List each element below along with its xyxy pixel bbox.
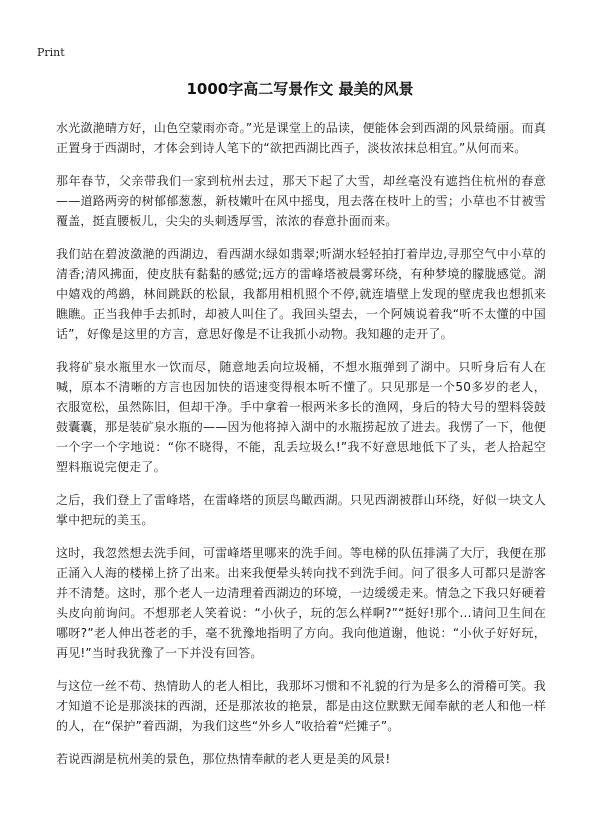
paragraph: 若说西湖是杭州美的景色，那位热情奉献的老人更是美的风景!	[56, 752, 391, 766]
paragraph: 我们站在碧波潋滟的西湖边，看西湖水绿如翡翠;听湖水轻轻拍打着岸边,寻那空气中小草的清香;清风拂面，使皮肤有黏黏的感觉;远方的雷峰塔被晨雾环绕，有种梦境的朦胧感觉。湖中嬉戏的鸬鹚，林间跳跃的松鼠，我都用相机照个不停,就连墙壁上发现的壁虎我也想抓来瞧瞧。正当我伸手去抓时，却被人叫住了。我回头望去，一个阿姨说着我“听不太懂的中国话”，好像是这里的方言，意思好像是不让我抓小动物。我知趣的走开了。	[56, 247, 546, 341]
paragraph: 那年春节，父亲带我们一家到杭州去过，那天下起了大雪，却丝毫没有遮挡住杭州的春意——道路两旁的树郁郁葱葱，新枝嫩叶在风中摇曳，甩去落在枝叶上的雪；小草也不甘被雪覆盖，挺直腰板儿，尖尖的头刺透厚雪，浓浓的春意扑面而来。	[56, 174, 546, 228]
print-link[interactable]: Print	[37, 46, 65, 59]
paragraph: 水光潋滟晴方好，山色空蒙雨亦奇。”光是课堂上的品读，便能体会到西湖的风景绮丽。而真正置身于西湖时，才体会到诗人笔下的“欲把西湖比西子，淡妆浓抹总相宜。”从何而来。	[56, 121, 546, 155]
paragraph: 这时，我忽然想去洗手间，可雷峰塔里哪来的洗手间。等电梯的队伍排满了大厅，我便在那正涌入人海的楼梯上挤了出来。出来我便晕头转向找不到洗手间。问了很多人可都只是游客并不清楚。这时，那个老人一边清理着西湖边的环境，一边缓缓走来。情急之下我只好硬着头皮向前询问。不想那老人笑着说：“小伙子，玩的怎么样啊?”“挺好!那个...请问卫生间在哪呀?”老人伸出苍老的手，毫不犹豫地指明了方向。我向他道谢，他说：“小伙子好好玩，再见!”当时我犹豫了一下并没有回答。	[56, 546, 546, 660]
paragraph: 之后，我们登上了雷峰塔，在雷峰塔的顶层鸟瞰西湖。只见西湖被群山环绕，好似一块文人掌中把玩的美玉。	[56, 493, 546, 527]
paragraph: 与这位一丝不苟、热情助人的老人相比，我那坏习惯和不礼貌的行为是多么的滑稽可笑。我才知道不论是那淡抹的西湖，还是那浓妆的艳景，都是由这位默默无闻奉献的老人和他一样的人，在“保护”着西湖，为我们这些“外乡人”收拾着“烂摊子”。	[56, 679, 546, 733]
article-title: 1000字高二写景作文 最美的风景	[186, 80, 414, 98]
paragraph: 我将矿泉水瓶里水一饮而尽，随意地丢向垃圾桶，不想水瓶弹到了湖中。只听身后有人在喊，原本不清晰的方言也因加快的语速变得根本听不懂了。只见那是一个50多岁的老人，衣服宽松，虽然陈旧，但却干净。手中拿着一根两米多长的渔网，身后的特大号的塑料袋鼓鼓囊囊，那是装矿泉水瓶的——因为他将掉入湖中的水瓶捞起放了进去。我愣了一下，他便一个字一个字地说：“你不晓得，不能，乱丢垃圾么!”我不好意思地低下了头，老人拾起空塑料瓶说完便走了。	[56, 360, 546, 474]
article-body	[56, 118, 546, 782]
